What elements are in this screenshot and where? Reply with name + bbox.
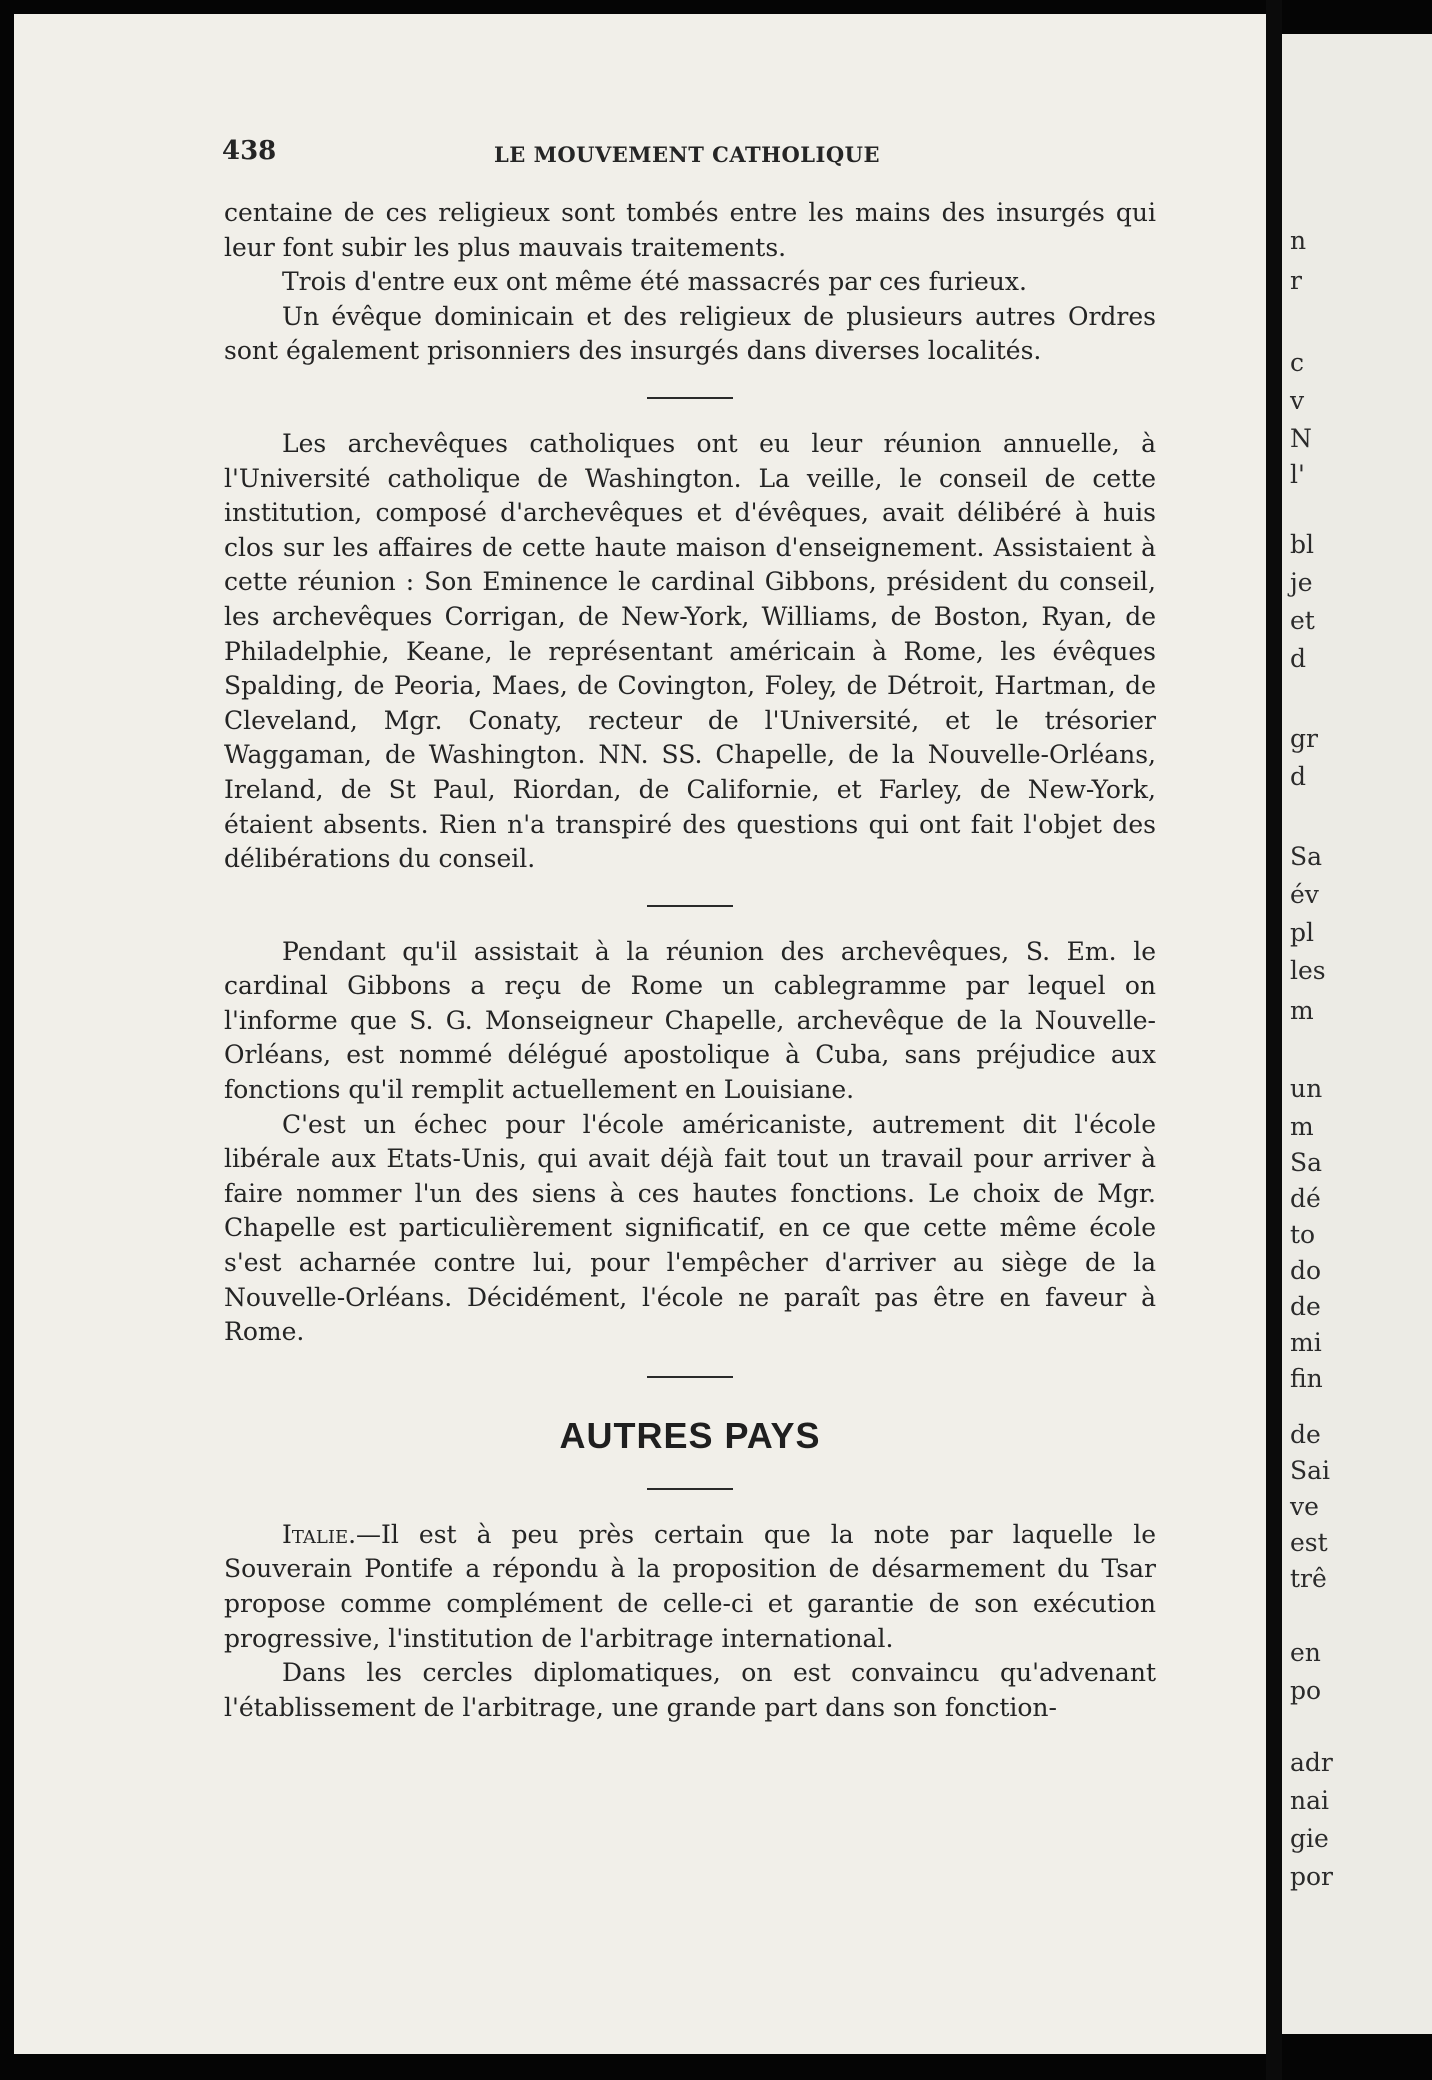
paragraph-1: centaine de ces religieux sont tombés entre les mains des insurgés qui leur font subir les plus mauvais traitements. <box>224 198 1156 262</box>
section-divider <box>647 905 733 907</box>
adjacent-page-fragment: N <box>1290 424 1312 453</box>
book-gutter <box>1266 0 1282 2080</box>
adjacent-page-fragment: fin <box>1290 1364 1323 1393</box>
adjacent-page-fragment: dé <box>1290 1184 1321 1213</box>
adjacent-page-fragment: n <box>1290 226 1307 255</box>
adjacent-page-fragment: to <box>1290 1220 1316 1249</box>
paragraph-8: Dans les cercles diplomatiques, on est convaincu qu'advenant l'établissement de l'arbitrage, une grande part dans son fonction- <box>224 1658 1156 1722</box>
adjacent-page-fragment: bl <box>1290 530 1314 559</box>
adjacent-page-fragment: po <box>1290 1676 1322 1705</box>
running-header <box>222 136 1152 172</box>
paragraph-5: Pendant qu'il assistait à la réunion des archevêques, S. Em. le cardinal Gibbons a reçu de Rome un cablegramme par lequel on l'informe que S. G. Monseigneur Chapelle, archevêque de la Nouvelle-Orléans, est nommé délégué apostolique à Cuba, sans préjudice aux fonctions qu'il remplit actuellement en Louisiane. <box>224 936 1156 1105</box>
adjacent-page-fragment: v <box>1290 386 1305 415</box>
paragraph-7-text: —Il est à peu près certain que la note par laquelle le Souverain Pontife a répondu à la proposition de désarmement du Tsar propose comme complément de celle-ci et garantie de son exécution progressive, l'institution de l'arbitrage international. <box>224 1519 1156 1653</box>
adjacent-page-fragment: et <box>1290 606 1315 635</box>
country-lead: Italie. <box>282 1519 357 1549</box>
adjacent-page-fragment: est <box>1290 1528 1328 1557</box>
adjacent-page-fragment: un <box>1290 1074 1323 1103</box>
adjacent-page-fragment: gie <box>1290 1824 1329 1853</box>
adjacent-page-fragment: nai <box>1290 1786 1330 1815</box>
paragraph-2: Trois d'entre eux ont même été massacrés par ces furieux. <box>282 267 1027 297</box>
adjacent-page-fragment: ve <box>1290 1492 1319 1521</box>
adjacent-page-fragment: gr <box>1290 724 1318 753</box>
adjacent-page-fragment: d <box>1290 762 1307 791</box>
adjacent-page-fragment: Sai <box>1290 1456 1331 1485</box>
book-page <box>14 14 1266 2054</box>
paragraph-6: C'est un échec pour l'école américaniste, autrement dit l'école libérale aux Etats-Unis, qui avait déjà fait tout un travail pour arriver à faire nommer l'un des siens à ces hautes fonctions. Le choix de Mgr. Chapelle est particulièrement significatif, en ce que cette même école s'est acharnée contre lui, pour l'empêcher d'arriver au siège de la Nouvelle-Orléans. Décidément, l'école ne paraît pas être en faveur à Rome. <box>224 1109 1156 1347</box>
adjacent-page-fragment: d <box>1290 644 1307 673</box>
adjacent-page-fragment: de <box>1290 1292 1321 1321</box>
body-text <box>224 196 1156 1725</box>
adjacent-page-fragment: c <box>1290 348 1305 377</box>
section-divider <box>647 1488 733 1490</box>
adjacent-page-fragment: m <box>1290 996 1314 1025</box>
adjacent-page-fragment: év <box>1290 880 1319 909</box>
adjacent-page-fragment: r <box>1290 266 1302 295</box>
running-title: LE MOUVEMENT CATHOLIQUE <box>494 142 880 167</box>
page-number: 438 <box>222 136 277 166</box>
adjacent-page-fragment: Sa <box>1290 1148 1323 1177</box>
adjacent-page-fragment: m <box>1290 1112 1314 1141</box>
adjacent-page-fragment: de <box>1290 1420 1321 1449</box>
adjacent-page-fragment: l' <box>1290 460 1305 489</box>
adjacent-page-fragment: do <box>1290 1256 1322 1285</box>
adjacent-page-fragment: les <box>1290 956 1326 985</box>
adjacent-page-edge <box>1282 34 1432 2034</box>
adjacent-page-fragment: je <box>1290 568 1313 597</box>
paragraph-7 <box>224 1518 1156 1656</box>
adjacent-page-fragment: por <box>1290 1862 1334 1891</box>
paragraph-3: Un évêque dominicain et des religieux de plusieurs autres Ordres sont également prisonniers des insurgés dans diverses localités. <box>224 301 1156 366</box>
adjacent-page-fragment: adr <box>1290 1748 1333 1777</box>
adjacent-page-fragment: mi <box>1290 1328 1322 1357</box>
section-heading: AUTRES PAYS <box>559 1414 821 1456</box>
section-divider <box>647 397 733 399</box>
adjacent-page-fragment: trê <box>1290 1564 1327 1593</box>
paragraph-4: Les archevêques catholiques ont eu leur réunion annuelle, à l'Université catholique de Washington. La veille, le conseil de cette institution, composé d'archevêques et d'évêques, avait délibéré à huis clos sur les affaires de cette haute maison d'enseignement. Assistaient à cette réunion : Son Eminence le cardinal Gibbons, président du conseil, les archevêques Corrigan, de New-York, Williams, de Boston, Ryan, de Philadelphie, Keane, le représentant américain à Rome, les évêques Spalding, de Peoria, Maes, de Covington, Foley, de Détroit, Hartman, de Cleveland, Mgr. Conaty, recteur de l'Université, et le trésorier Waggaman, de Washington. NN. SS. Chapelle, de la Nouvelle-Orléans, Ireland, de St Paul, Riordan, de Californie, et Farley, de New-York, étaient absents. Rien n'a transpiré des questions qui ont fait l'objet des délibérations du conseil. <box>224 428 1156 874</box>
adjacent-page-fragment: en <box>1290 1638 1321 1667</box>
adjacent-page-fragment: Sa <box>1290 842 1323 871</box>
adjacent-page-fragment: pl <box>1290 918 1314 947</box>
section-divider <box>647 1376 733 1378</box>
